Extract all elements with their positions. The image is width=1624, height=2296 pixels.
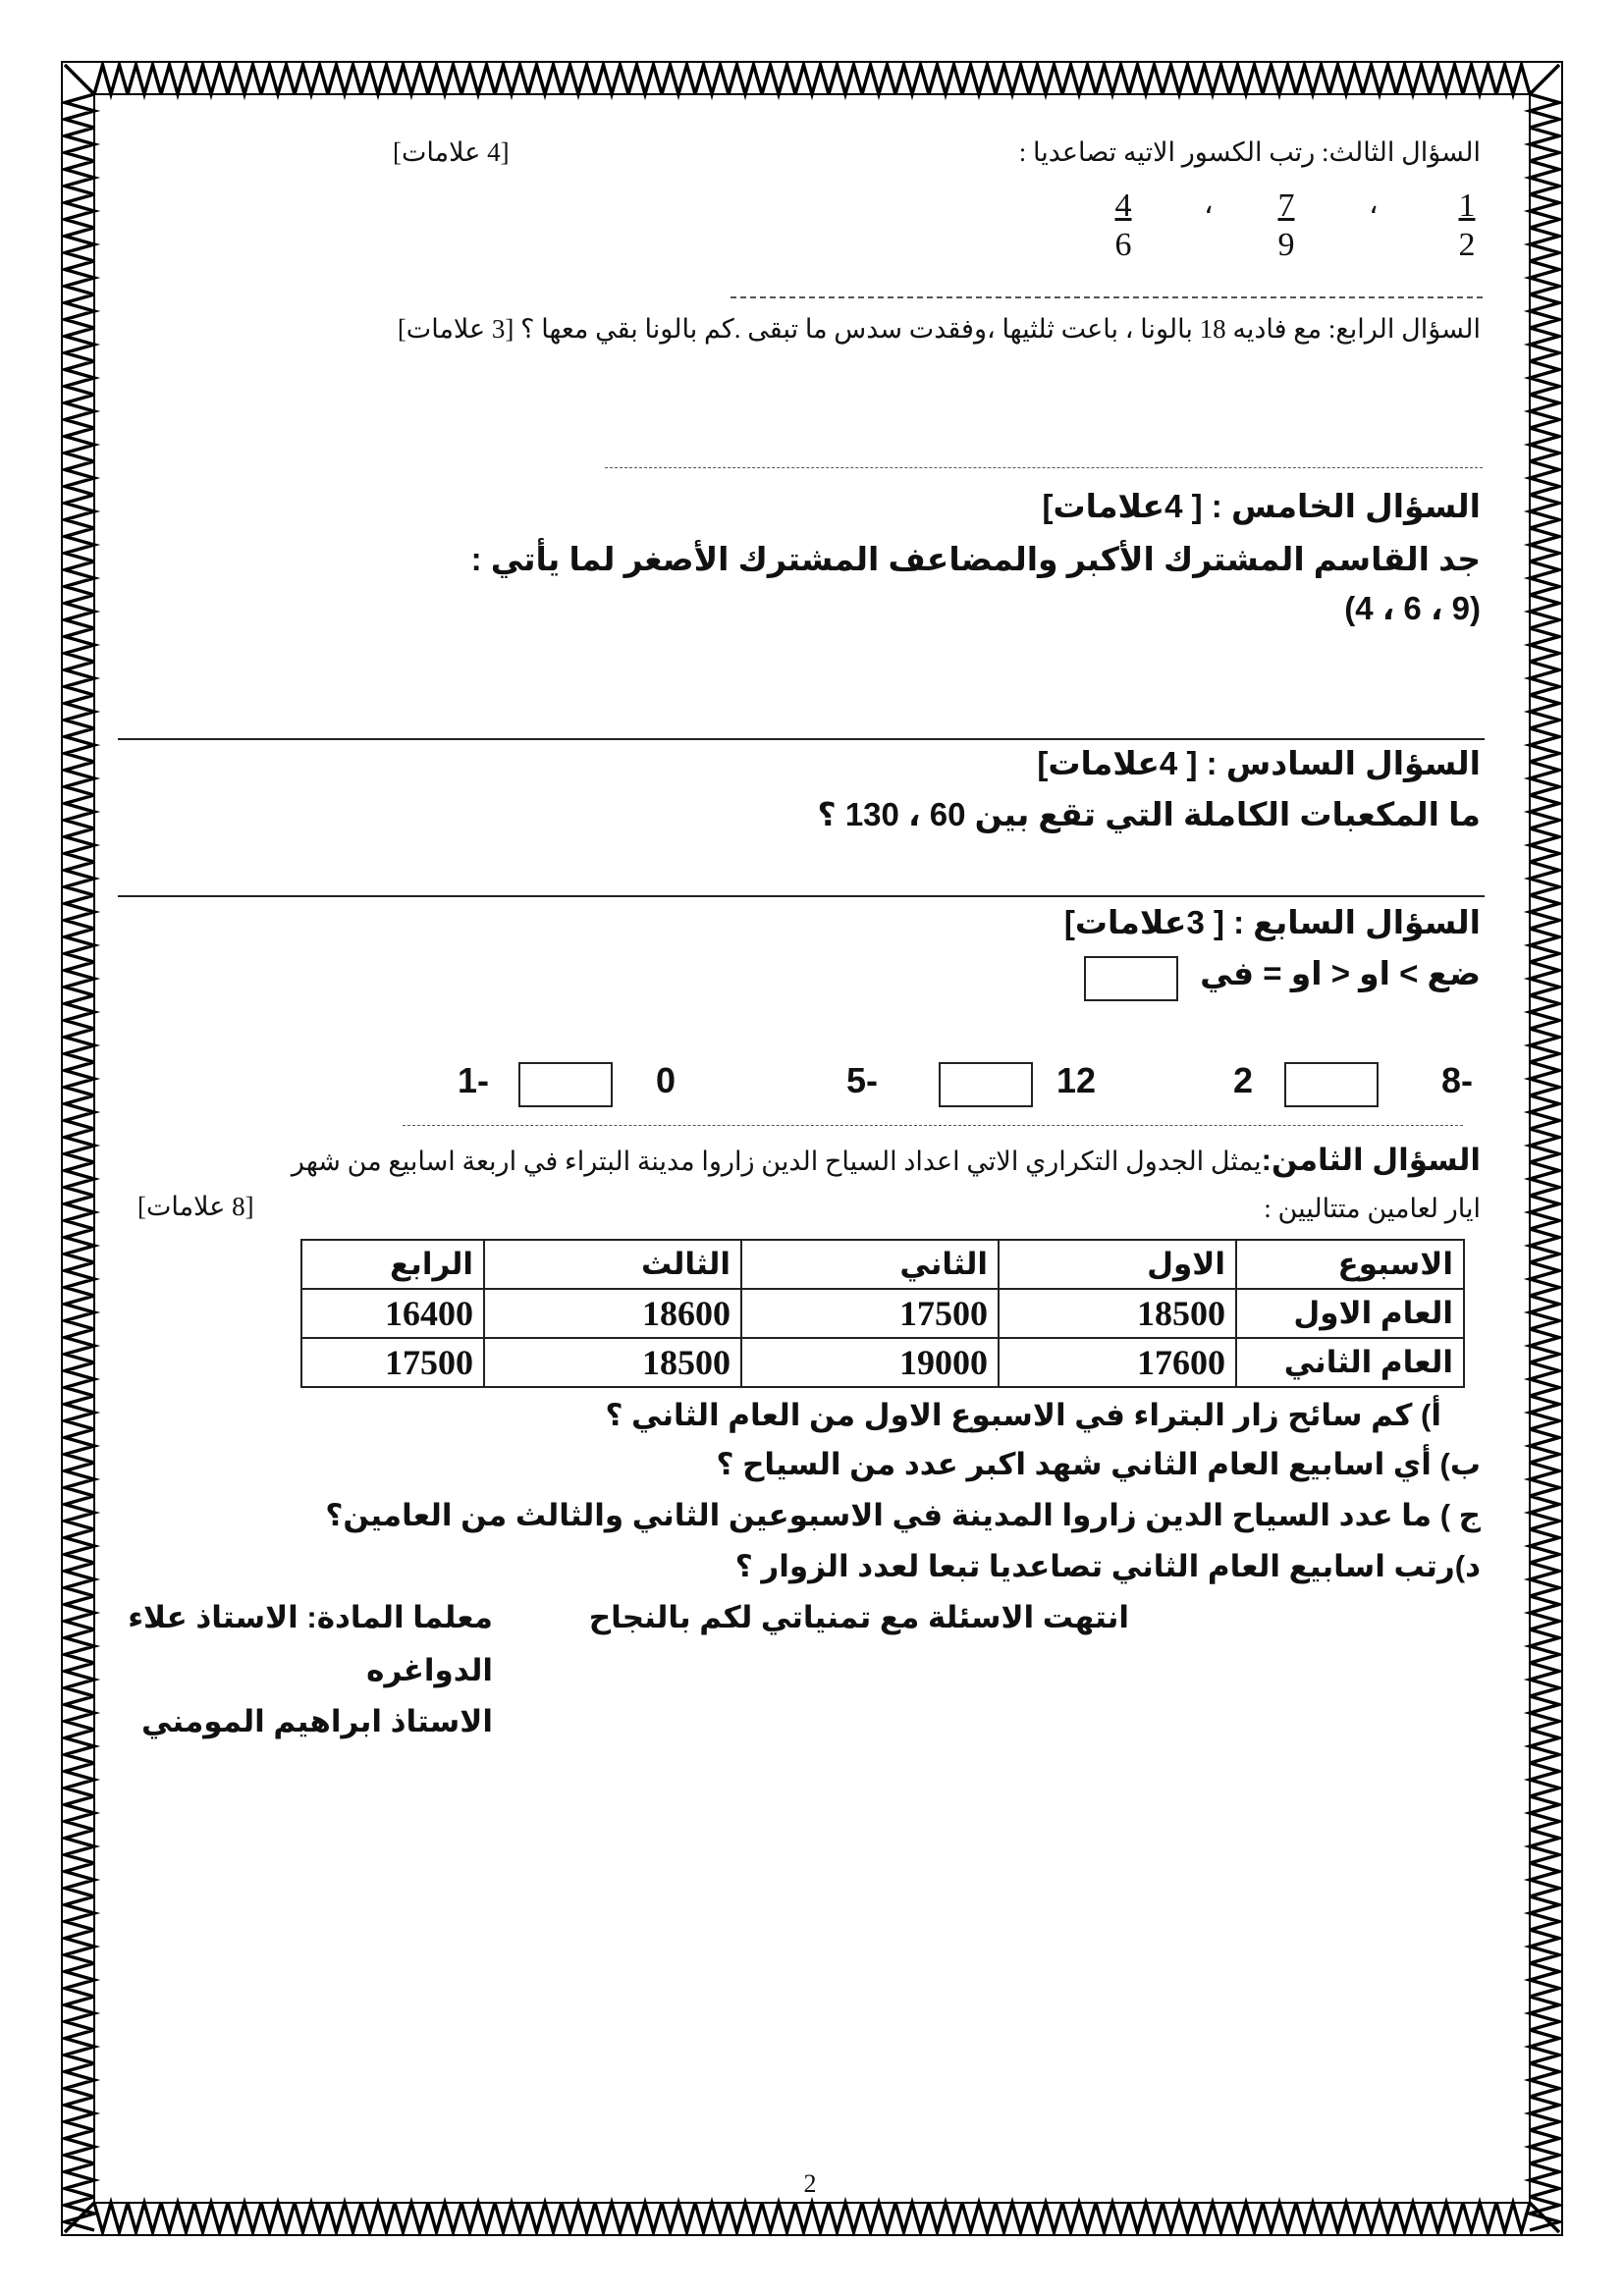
- fraction-2: $\frac{7}{9}$: [1277, 187, 1295, 263]
- divider: [118, 895, 1485, 897]
- compare-item-1-left: 8-: [1441, 1060, 1474, 1100]
- compare-item-1-right: 2: [1233, 1060, 1254, 1100]
- table-row: [301, 1289, 1464, 1338]
- q6-line1: ما المكعبات الكاملة التي تقع بين 60 ، 130 ؟: [817, 796, 1481, 832]
- table-header-cell: الثاني: [741, 1240, 999, 1289]
- q8-question-c: ج ) ما عدد السياح الدين زاروا المدينة في الاسبوعين الثاني والثالث من العامين؟: [325, 1498, 1481, 1532]
- q8-marks: [8 علامات]: [137, 1192, 254, 1221]
- divider: [731, 296, 1483, 298]
- q3-marks: [4 علامات]: [393, 137, 510, 167]
- fraction-1: $\frac{1}{2}$: [1458, 187, 1476, 263]
- q3-title: السؤال الثالث: رتب الكسور الاتيه تصاعديا :: [1018, 137, 1481, 167]
- q8-question-d: د)رتب اسابيع العام الثاني تصاعديا تبعا لعدد الزوار ؟: [734, 1549, 1481, 1583]
- fraction-separator: ،: [1204, 187, 1214, 220]
- table-cell: 18600: [484, 1289, 741, 1338]
- table-cell: 16400: [301, 1289, 484, 1338]
- table-cell: 19000: [741, 1338, 999, 1387]
- compare-box-3[interactable]: [518, 1062, 613, 1107]
- q5-numbers: (4 ، 6 ، 9): [1344, 590, 1481, 626]
- answer-box[interactable]: [1084, 956, 1178, 1001]
- q8-text-line1: يمثل الجدول التكراري الاتي اعداد السياح الدين زاروا مدينة البتراء في اربعة اسابيع من شهر: [291, 1147, 1262, 1176]
- q8-title: السؤال الثامن:: [1261, 1143, 1481, 1177]
- q8-question-a: أ) كم سائح زار البتراء في الاسبوع الاول من العام الثاني ؟: [605, 1398, 1441, 1432]
- compare-item-2-right: 5-: [846, 1060, 879, 1100]
- teacher-name-1: معلما المادة: الاستاذ علاء: [128, 1600, 493, 1634]
- table-cell: العام الثاني: [1236, 1338, 1464, 1387]
- q5-line1: جد القاسم المشترك الأكبر والمضاعف المشترك الأصغر لما يأتي :: [470, 541, 1481, 577]
- teacher-name-2: الاستاذ ابراهيم المومني: [141, 1704, 493, 1738]
- closing-text: انتهت الاسئلة مع تمنياتي لكم بالنجاح: [588, 1600, 1129, 1634]
- q6-title: السؤال السادس : [ 4علامات]: [1037, 745, 1481, 781]
- divider: [118, 738, 1485, 740]
- table-cell: 17500: [301, 1338, 484, 1387]
- q7-title: السؤال السابع : [ 3علامات]: [1063, 904, 1481, 940]
- compare-item-2-left: 12: [1056, 1060, 1097, 1100]
- table-cell: 17500: [741, 1289, 999, 1338]
- table-header-cell: الرابع: [301, 1240, 484, 1289]
- fraction-3: $\frac{4}{6}$: [1114, 187, 1132, 263]
- q4-text: السؤال الرابع: مع فاديه 18 بالونا ، باعت ثلثيها ،وفقدت سدس ما تبقى .كم بالونا بقي معها ؟ [3 علامات]: [397, 314, 1481, 344]
- compare-item-3-left: 0: [656, 1060, 677, 1100]
- compare-box-2[interactable]: [939, 1062, 1033, 1107]
- q8-question-b: ب) أي اسابيع العام الثاني شهد اكبر عدد من السياح ؟: [716, 1447, 1481, 1481]
- q8-text: [106, 1143, 1481, 1178]
- data-table: [300, 1239, 1465, 1388]
- table-row: [301, 1338, 1464, 1387]
- q7-instruction: ضع > او < او = في: [1200, 955, 1481, 991]
- divider: [605, 467, 1483, 468]
- table-cell: العام الاول: [1236, 1289, 1464, 1338]
- q5-title: السؤال الخامس : [ 4علامات]: [1042, 488, 1481, 524]
- fraction-separator: ،: [1369, 187, 1379, 220]
- page-number: 2: [803, 2169, 817, 2198]
- divider: [403, 1125, 1463, 1126]
- table-header-row: [301, 1240, 1464, 1289]
- table-header-cell: الاول: [999, 1240, 1236, 1289]
- table-cell: 18500: [999, 1289, 1236, 1338]
- compare-box-1[interactable]: [1284, 1062, 1379, 1107]
- table-cell: 18500: [484, 1338, 741, 1387]
- table-header-cell: الاسبوع: [1236, 1240, 1464, 1289]
- compare-item-3-right: 1-: [458, 1060, 490, 1100]
- table-header-cell: الثالث: [484, 1240, 741, 1289]
- teacher-name-1-cont: الدواغره: [366, 1653, 493, 1687]
- q8-text-line2: ايار لعامين متتاليين :: [1264, 1194, 1481, 1223]
- table-cell: 17600: [999, 1338, 1236, 1387]
